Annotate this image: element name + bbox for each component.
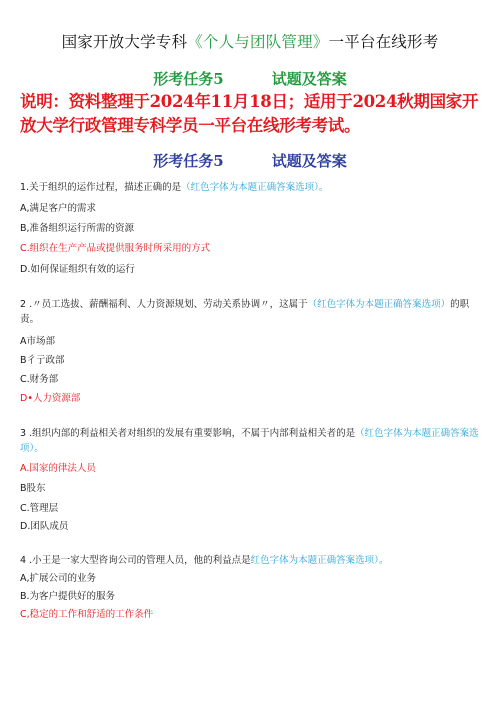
question-1-option-d: D.如何保证组织有效的运行 [20,264,135,275]
question-2-hint: （红色字体为本题正确答案选项） [307,299,451,310]
question-1-stem [20,180,480,195]
question-3-option-d: D.团队成员 [20,521,69,532]
task-label: 形考任务5 [153,70,224,88]
question-1-option-b: B,准备组织运行所需的资源 [20,223,135,234]
title-course: 《个人与团队管理》 [187,33,329,51]
question-1-hint: （红色字体为本题正确答案选项）。 [181,182,329,193]
task-answers-blue: 试题及答案 [271,152,347,170]
question-2-text: 2 .〃员工选拔、薪酬福利、人力资源规划、劳动关系协调〃，这属于 [20,299,308,310]
question-3-hint: （红色字体为本题正确答案选项）。 [20,428,479,454]
notice-text: 说明：资料整理于2024年11月18日；适用于2024秋期国家开放大学行政管理专科学员一平台在线形考考试。 [20,92,479,135]
task-heading-blue [0,150,500,171]
task-heading-green [0,68,500,89]
question-3-option-a: A.国家的律法人员 [20,463,96,474]
question-3-text: 3 .组织内部的利益相关者对组织的发展有重要影响，不属于内部利益相关者的是 [20,428,356,439]
question-3-option-b: B股东 [20,483,46,494]
question-4-option-c: C,稳定的工作和舒适的工作条件 [20,609,154,620]
question-2-tail: 的职责。 [20,299,470,325]
question-1-option-a: A,满足客户的需求 [20,203,97,214]
question-4-hint: 红色字体为本题正确答案选项）。 [250,555,389,566]
question-4-option-a: A,扩展公司的业务 [20,573,97,584]
question-3-stem [20,426,480,456]
question-1-text: 1.关于组织的运作过程，描述正确的是 [20,182,182,193]
question-1-option-c: C.组织在生产产品或提供服务时所采用的方式 [20,243,211,254]
task-label-blue: 形考任务5 [153,152,224,170]
question-4-stem [20,553,480,568]
question-2-option-b: B彳亍政部 [20,355,65,366]
title-prefix: 国家开放大学专科 [61,33,188,51]
question-4-text: 4 .小王是一家大型咨询公司的管理人员，他的利益点是 [20,555,251,566]
question-2-stem [20,297,480,327]
question-2-option-c: C.财务部 [20,374,59,385]
question-2-option-a: A市场部 [20,336,55,347]
question-3-option-c: C.管理层 [20,503,59,514]
question-2-option-d: D•人力资源部 [20,393,81,404]
question-4-option-b: B.为客户提供好的服务 [20,591,116,602]
title-suffix: 一平台在线形考 [328,33,439,51]
task-answers: 试题及答案 [271,70,347,88]
document-title [0,30,500,52]
